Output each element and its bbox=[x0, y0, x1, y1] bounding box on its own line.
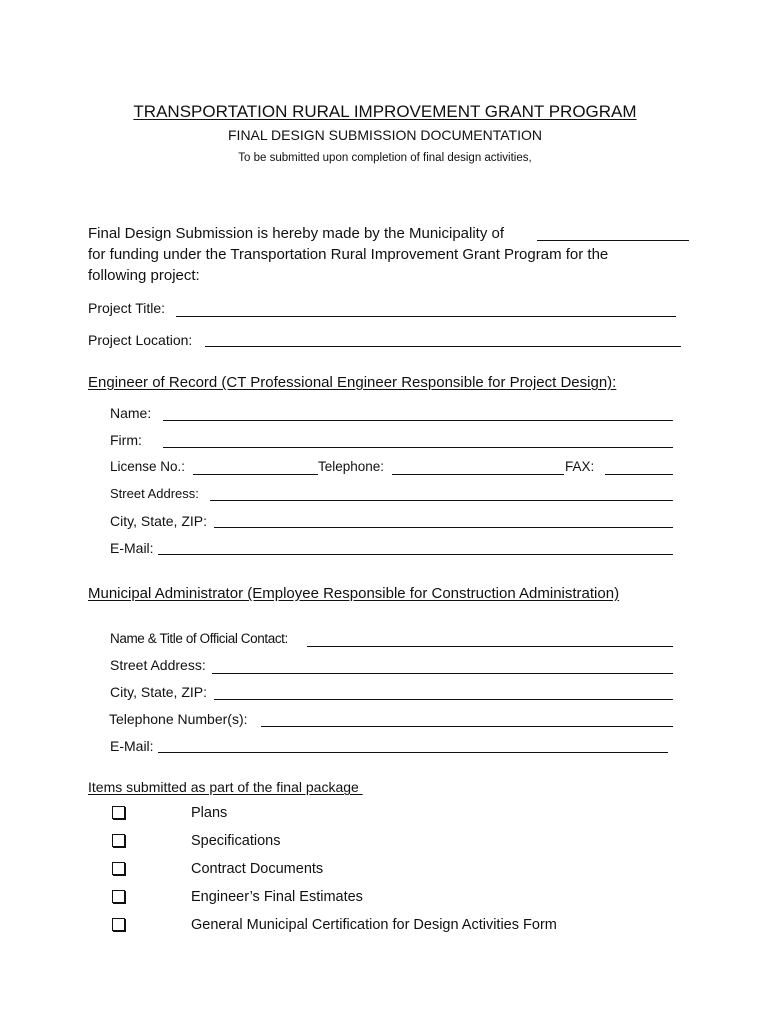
item-plans: Plans bbox=[191, 805, 228, 821]
submission-note: To be submitted upon completion of final design activities, bbox=[238, 152, 532, 164]
fax-field[interactable] bbox=[605, 474, 673, 475]
fax-label: FAX: bbox=[565, 459, 595, 474]
admin-telephone-label: Telephone Number(s): bbox=[109, 711, 248, 727]
project-title-field[interactable] bbox=[176, 316, 676, 317]
license-field[interactable] bbox=[193, 474, 318, 475]
specifications-checkbox[interactable] bbox=[112, 834, 125, 847]
item-contract-documents: Contract Documents bbox=[191, 861, 324, 877]
item-final-estimates: Engineer’s Final Estimates bbox=[191, 889, 363, 905]
engineer-street-label: Street Address: bbox=[110, 486, 199, 501]
engineer-email-field[interactable] bbox=[158, 554, 673, 555]
license-label: License No.: bbox=[110, 459, 186, 474]
engineer-name-label: Name: bbox=[110, 405, 152, 421]
engineer-email-label: E-Mail: bbox=[110, 540, 154, 556]
project-location-field[interactable] bbox=[205, 346, 681, 347]
project-title-label: Project Title: bbox=[88, 300, 166, 316]
intro-line-1: Final Design Submission is hereby made by the Municipality of bbox=[88, 225, 505, 242]
contract-documents-checkbox[interactable] bbox=[112, 862, 125, 875]
engineer-city-field[interactable] bbox=[214, 527, 673, 528]
engineer-name-field[interactable] bbox=[163, 420, 673, 421]
engineer-firm-field[interactable] bbox=[163, 447, 673, 448]
form-title: TRANSPORTATION RURAL IMPROVEMENT GRANT PROGRAM bbox=[133, 102, 637, 121]
final-estimates-checkbox[interactable] bbox=[112, 890, 125, 903]
official-contact-label: Name & Title of Official Contact: bbox=[110, 631, 288, 646]
admin-street-field[interactable] bbox=[212, 673, 673, 674]
form-subtitle: FINAL DESIGN SUBMISSION DOCUMENTATION bbox=[228, 127, 542, 143]
official-contact-field[interactable] bbox=[307, 646, 673, 647]
admin-email-field[interactable] bbox=[158, 752, 668, 753]
admin-street-label: Street Address: bbox=[110, 657, 206, 673]
engineer-section-heading: Engineer of Record (CT Professional Engineer Responsible for Project Design): bbox=[88, 374, 617, 391]
intro-line-2: for funding under the Transportation Rural Improvement Grant Program for the bbox=[88, 246, 609, 263]
admin-email-label: E-Mail: bbox=[110, 738, 154, 754]
item-certification-form: General Municipal Certification for Design Activities Form bbox=[191, 917, 557, 933]
admin-city-field[interactable] bbox=[214, 699, 673, 700]
telephone-field[interactable] bbox=[392, 474, 564, 475]
telephone-label: Telephone: bbox=[318, 459, 385, 474]
engineer-firm-label: Firm: bbox=[110, 432, 142, 448]
admin-telephone-field[interactable] bbox=[261, 726, 673, 727]
project-location-label: Project Location: bbox=[88, 332, 193, 348]
administrator-section-heading: Municipal Administrator (Employee Responsible for Construction Administration) bbox=[88, 585, 620, 602]
admin-city-label: City, State, ZIP: bbox=[110, 684, 207, 700]
engineer-city-label: City, State, ZIP: bbox=[110, 513, 207, 529]
items-heading: Items submitted as part of the final package bbox=[88, 779, 363, 795]
engineer-street-field[interactable] bbox=[210, 500, 673, 501]
item-specifications: Specifications bbox=[191, 833, 281, 849]
certification-form-checkbox[interactable] bbox=[112, 918, 125, 931]
intro-line-3: following project: bbox=[88, 267, 200, 284]
municipality-field[interactable] bbox=[537, 240, 689, 241]
plans-checkbox[interactable] bbox=[112, 806, 125, 819]
